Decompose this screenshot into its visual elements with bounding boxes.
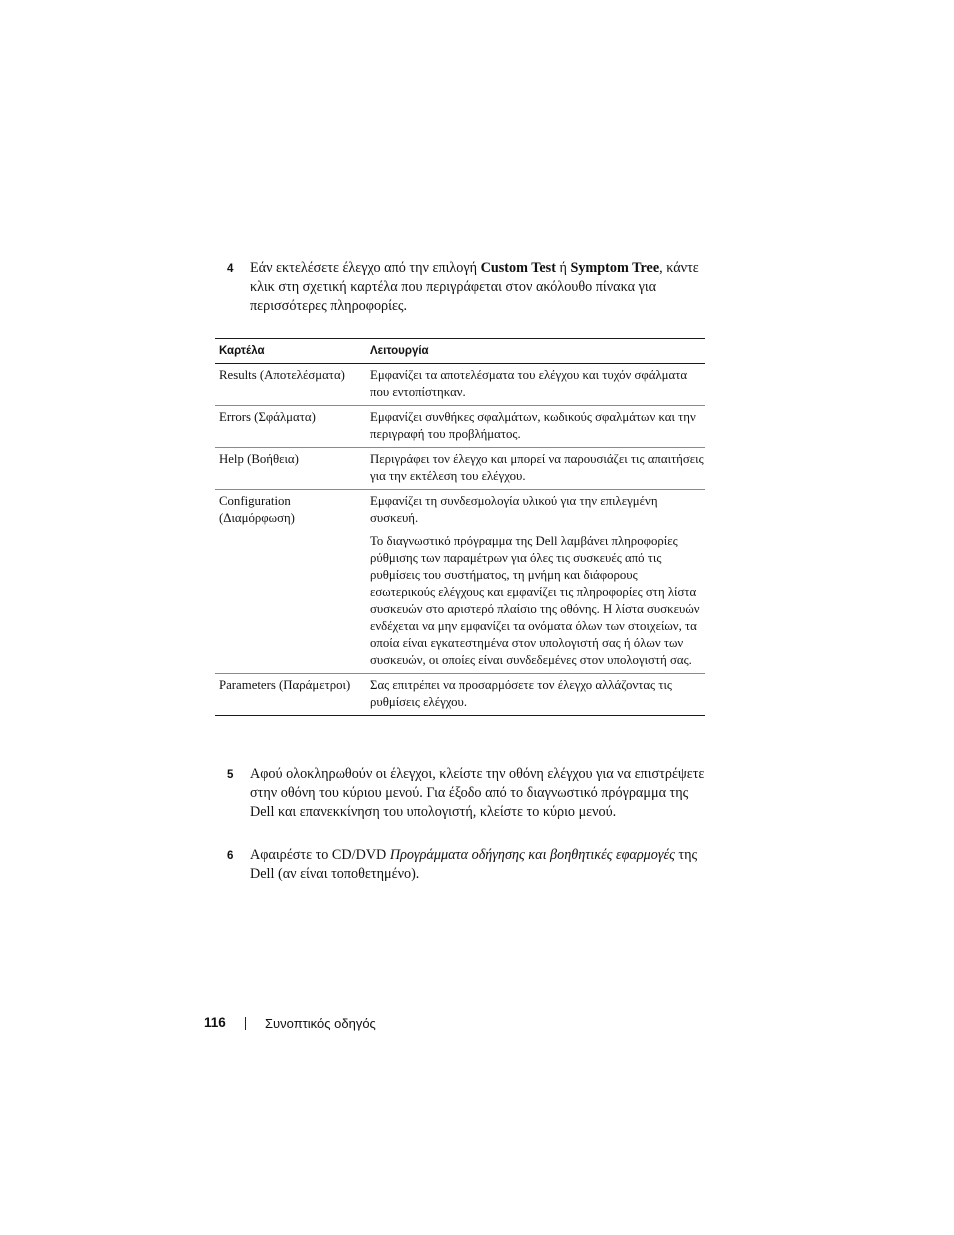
footer-title: Συνοπτικός οδηγός [265,1016,376,1031]
drivers-utilities-title: Προγράμματα οδήγησης και βοηθητικές εφαρμογές [389,847,675,863]
function-cell [367,677,705,711]
table-row [215,673,705,715]
function-paragraph: Εμφανίζει τη συνδεσμολογία υλικού για την επιλεγμένη συσκευή. [370,494,658,525]
tab-name-cell: Help (Βοήθεια) [219,452,299,466]
table-body [215,364,705,715]
function-cell [367,451,705,485]
symptom-tree-label: Symptom Tree [570,260,660,276]
tab-name-cell: Configuration (Διαμόρφωση) [219,494,295,525]
step-number: 5 [227,769,234,781]
table-row [215,447,705,489]
table-row [215,405,705,447]
step-text: Αφού ολοκληρωθούν οι έλεγχοι, κλείστε την οθόνη ελέγχου για να επιστρέψετε στην οθόνη του κύριου μενού. Για έξοδο από το διαγνωστικό πρόγραμμα της Dell και επανεκκίνηση του υπολογιστή, κλείστε το κύριο μενού. [250,766,705,820]
tabs-table [215,338,705,716]
step-text-part: , κάντε κλικ στη σχετική καρτέλα που περιγράφεται στον ακόλουθο πίνακα για περισσότερες πληροφορίες. [250,260,699,314]
step-number: 6 [227,850,234,862]
step-text-part: της Dell (αν είναι τοποθετημένο). [250,847,698,882]
tab-name-cell: Parameters (Παράμετροι) [219,678,351,692]
table-header [215,339,705,364]
header-function: Λειτουργία [370,345,429,357]
tab-name-cell: Results (Αποτελέσματα) [219,368,345,382]
function-paragraph: Εμφανίζει συνθήκες σφαλμάτων, κωδικούς σφαλμάτων και την περιγραφή του προβλήματος. [370,410,696,441]
function-paragraph: Περιγράφει τον έλεγχο και μπορεί να παρουσιάζει τις απαιτήσεις για την εκτέλεση του ελέγχου. [370,452,704,483]
step-text-part: ή [555,260,571,276]
table-row [215,364,705,405]
function-paragraph: Σας επιτρέπει να προσαρμόσετε τον έλεγχο αλλάζοντας τις ρυθμίσεις ελέγχου. [370,678,672,709]
step-text [250,259,706,315]
function-paragraph: Το διαγνωστικό πρόγραμμα της Dell λαμβάνει πληροφορίες ρύθμισης των παραμέτρων για όλες τις συσκευές από τις ρυθμίσεις του συστήματος, τη μνήμη και διάφορους εσωτερικούς ελέγχους και εμφανίζει τις πληροφορίες στη λίστα συσκευών στο αριστερό πλαίσιο της οθόνης. Η λίστα συσκευών ενδέχεται να μην εμφανίζει τα ονόματα όλων των στοιχείων, τα οποία είναι εγκατεστημένα στον υπολογιστή σας ή όλων των συσκευών, οι οποίες είναι συνδεδεμένες στον υπολογιστή σας. [370,534,700,667]
step-text-part: Εάν εκτελέσετε έλεγχο από την επιλογή [250,260,481,276]
function-cell [367,493,705,669]
custom-test-label: Custom Test [480,260,556,276]
step-text-part: Αφαιρέστε το CD/DVD [250,847,390,863]
tab-name-cell: Errors (Σφάλματα) [219,410,316,424]
function-paragraph: Εμφανίζει τα αποτελέσματα του ελέγχου και τυχόν σφάλματα που εντοπίστηκαν. [370,368,688,399]
step-number: 4 [227,263,234,275]
step-text [250,846,706,884]
page-number: 116 [204,1015,226,1030]
header-tab: Καρτέλα [219,345,265,357]
table-row [215,489,705,673]
function-cell [367,367,705,401]
footer-separator [245,1017,246,1030]
function-cell [367,409,705,443]
